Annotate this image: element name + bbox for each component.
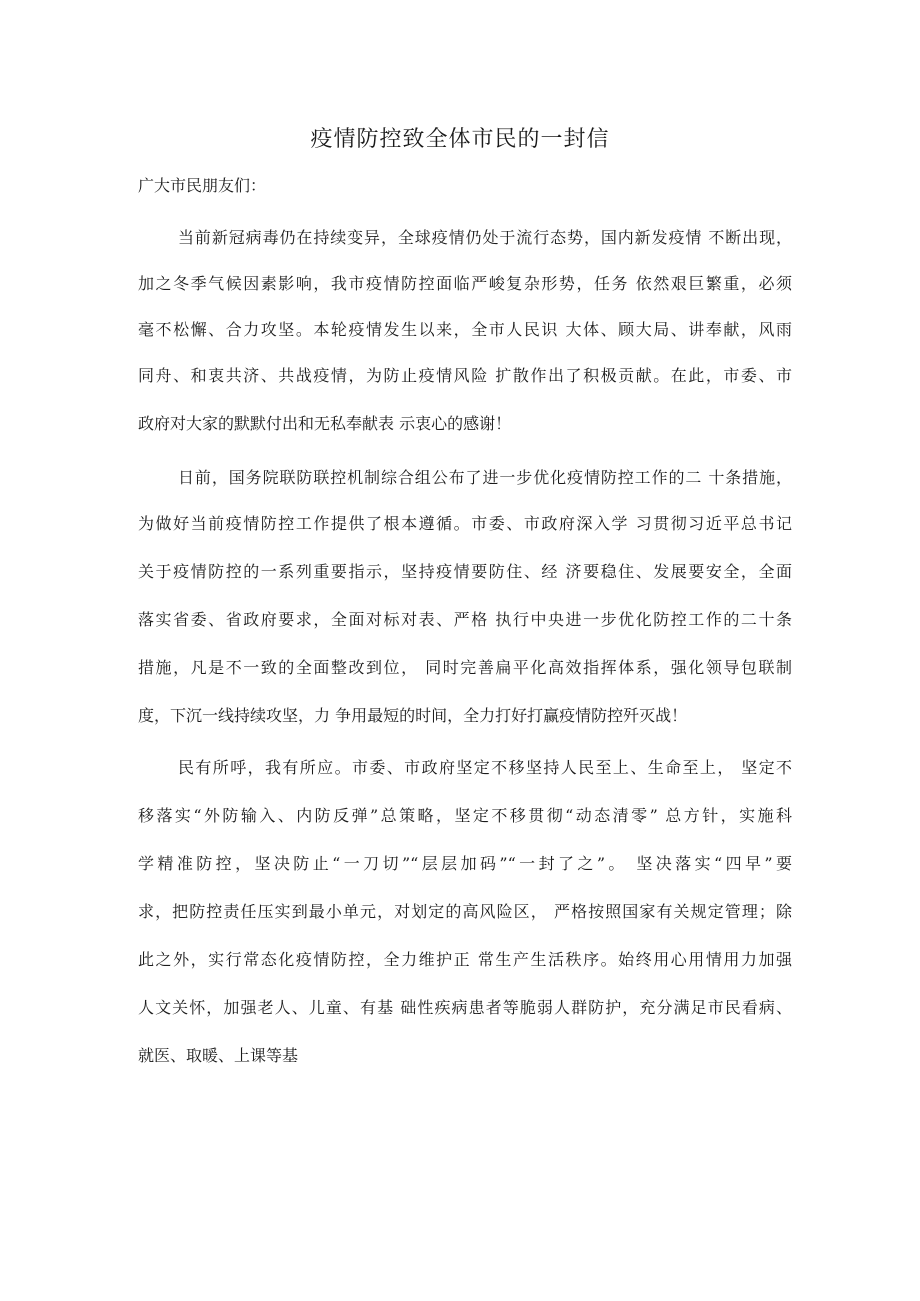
paragraph-2-line-3: 关于疫情防控的一系列重要指示，坚持疫情要防住、经 济要稳住、发展要安全，全面 [138,562,792,581]
salutation: 广大市民朋友们： [138,176,267,195]
letter-title: 疫情防控致全体市民的一封信 [310,127,610,152]
paragraph-1-line-1: 当前新冠病毒仍在持续变异，全球疫情仍处于流行态势，国内新发疫情 不断出现， [178,228,792,247]
paragraph-3-line-3: 学精准防控，坚决防止“一刀切”“层层加码”“一封了之”。 坚决落实“四早”要 [138,854,792,873]
paragraph-1-line-4: 同舟、和衷共济、共战疫情，为防止疫情风险 扩散作出了积极贡献。在此，市委、市 [138,366,792,385]
paragraph-1-line-3: 毫不松懈、合力攻坚。本轮疫情发生以来，全市人民识 大体、顾大局、讲奉献，风雨 [138,320,792,339]
paragraph-2-line-4: 落实省委、省政府要求，全面对标对表、严格 执行中央进一步优化防控工作的二十条 [138,610,792,629]
paragraph-2-line-6: 度，下沉一线持续攻坚，力 争用最短的时间，全力打好打赢疫情防控歼灭战！ [138,706,688,725]
paragraph-3-line-4: 求，把防控责任压实到最小单元，对划定的高风险区， 严格按照国家有关规定管理；除 [138,902,792,921]
paragraph-2-line-2: 为做好当前疫情防控工作提供了根本遵循。市委、市政府深入学 习贯彻习近平总书记 [138,514,792,533]
paragraph-2-line-5: 措施，凡是不一致的全面整改到位， 同时完善扁平化高效指挥体系，强化领导包联制 [138,658,792,677]
paragraph-3-line-6: 人文关怀，加强老人、儿童、有基 础性疾病患者等脆弱人群防护，充分满足市民看病、 [138,998,792,1017]
paragraph-3-line-7: 就医、取暖、上课等基 [138,1046,299,1065]
paragraph-2-line-1: 日前，国务院联防联控机制综合组公布了进一步优化疫情防控工作的二 十条措施， [178,468,792,487]
paragraph-3-line-5: 此之外，实行常态化疫情防控，全力维护正 常生产生活秩序。始终用心用情用力加强 [138,950,792,969]
paragraph-1-line-5: 政府对大家的默默付出和无私奉献表 示衷心的感谢！ [138,414,512,433]
paragraph-1-line-2: 加之冬季气候因素影响，我市疫情防控面临严峻复杂形势，任务 依然艰巨繁重，必须 [138,274,792,293]
paragraph-3-line-2: 移落实“外防输入、内防反弹”总策略，坚定不移贯彻“动态清零” 总方针，实施科 [138,806,792,825]
paragraph-3-line-1: 民有所呼，我有所应。市委、市政府坚定不移坚持人民至上、生命至上， 坚定不 [178,758,792,777]
